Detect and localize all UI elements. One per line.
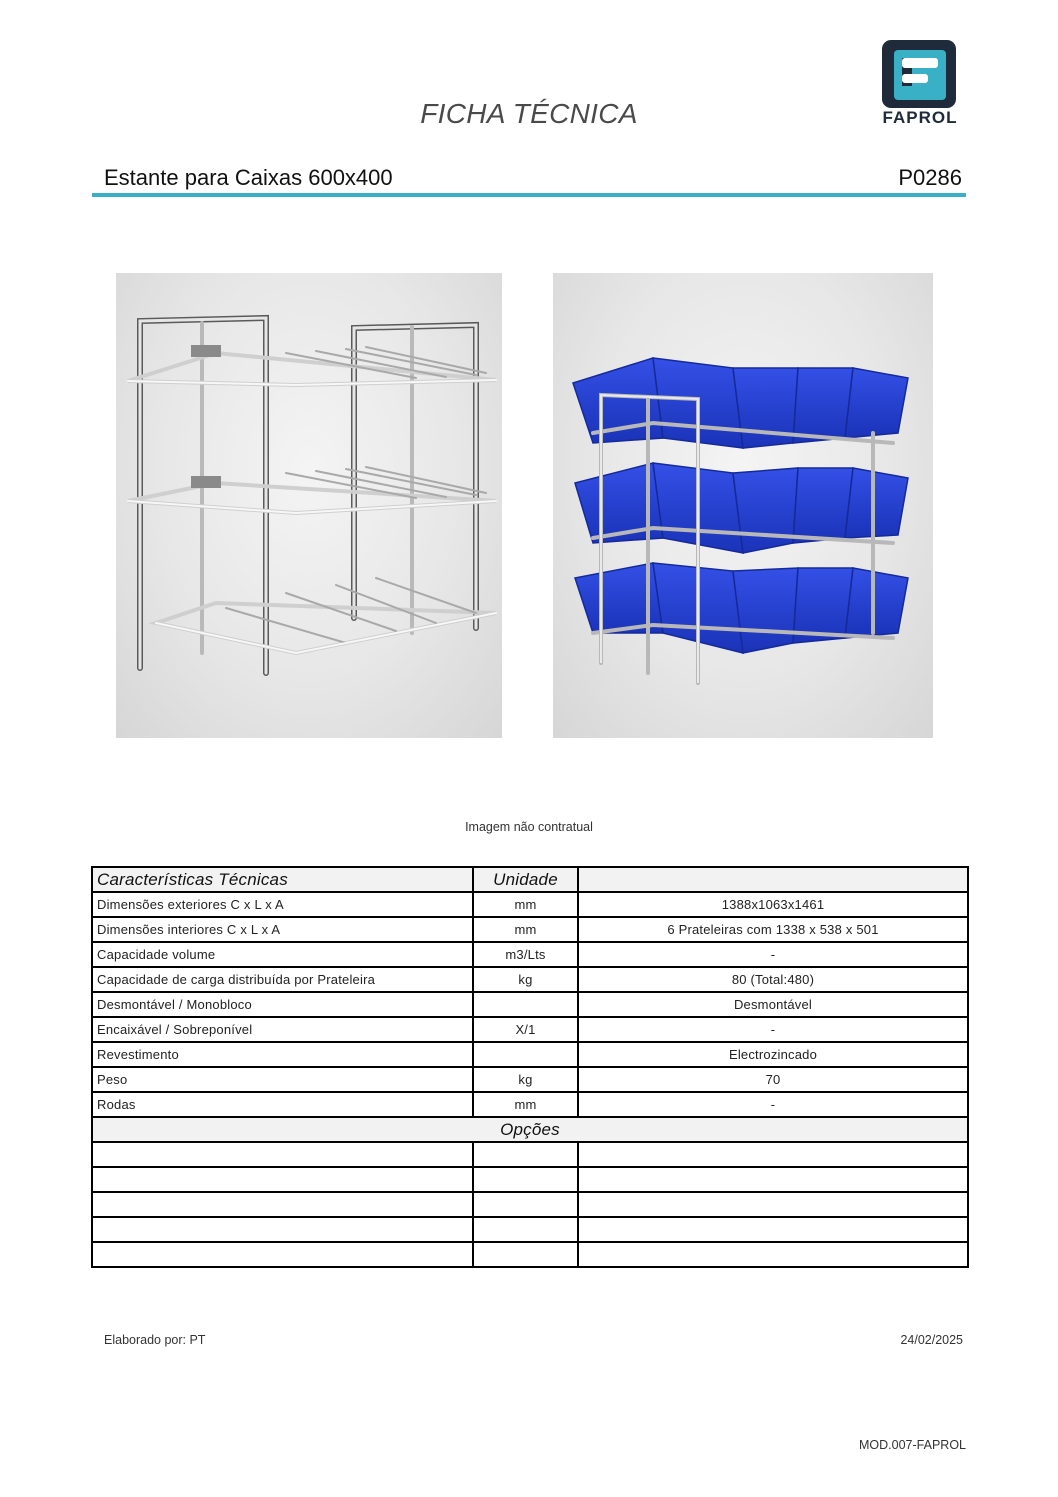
row-label: Encaixável / Sobreponível — [92, 1017, 473, 1042]
row-unit: kg — [473, 967, 578, 992]
document-date: 24/02/2025 — [900, 1333, 963, 1347]
row-unit: mm — [473, 892, 578, 917]
title-divider — [92, 193, 966, 197]
header-characteristics: Características Técnicas — [92, 867, 473, 892]
row-value: 80 (Total:480) — [578, 967, 968, 992]
row-unit: X/1 — [473, 1017, 578, 1042]
document-title: FICHA TÉCNICA — [420, 98, 638, 129]
row-value: Electrozincado — [578, 1042, 968, 1067]
product-image-rack-with-bins — [553, 273, 933, 738]
empty-option-row — [92, 1217, 968, 1242]
row-label: Revestimento — [92, 1042, 473, 1067]
row-value: - — [578, 942, 968, 967]
product-code: P0286 — [898, 165, 962, 190]
header-value — [578, 867, 968, 892]
prepared-by: Elaborado por: PT — [104, 1333, 206, 1347]
row-value: 1388x1063x1461 — [578, 892, 968, 917]
table-row — [92, 917, 968, 942]
row-unit — [473, 1042, 578, 1067]
row-unit — [473, 992, 578, 1017]
row-value: Desmontável — [578, 992, 968, 1017]
image-caption: Imagem não contratual — [465, 820, 593, 834]
table-row — [92, 1042, 968, 1067]
options-title: Opções — [92, 1117, 968, 1142]
row-unit: mm — [473, 917, 578, 942]
product-name: Estante para Caixas 600x400 — [104, 165, 393, 190]
row-unit: mm — [473, 1092, 578, 1117]
row-unit: m3/Lts — [473, 942, 578, 967]
table-row — [92, 992, 968, 1017]
logo-wordmark: FAPROL — [882, 108, 958, 127]
technical-specs-table — [91, 866, 969, 1268]
row-label: Peso — [92, 1067, 473, 1092]
table-row — [92, 942, 968, 967]
row-label: Rodas — [92, 1092, 473, 1117]
document-code: MOD.007-FAPROL — [859, 1438, 966, 1452]
header-unit: Unidade — [473, 867, 578, 892]
table-row — [92, 967, 968, 992]
table-row — [92, 1067, 968, 1092]
empty-option-row — [92, 1142, 968, 1167]
table-header-row — [92, 867, 968, 892]
table-row — [92, 1092, 968, 1117]
row-label: Capacidade de carga distribuída por Prateleira — [92, 967, 473, 992]
row-value: 70 — [578, 1067, 968, 1092]
row-label: Desmontável / Monobloco — [92, 992, 473, 1017]
table-row — [92, 892, 968, 917]
row-label: Capacidade volume — [92, 942, 473, 967]
options-section-row — [92, 1117, 968, 1142]
row-label: Dimensões exteriores C x L x A — [92, 892, 473, 917]
row-value: - — [578, 1092, 968, 1117]
empty-option-row — [92, 1192, 968, 1217]
table-row — [92, 1017, 968, 1042]
empty-option-row — [92, 1167, 968, 1192]
row-value: - — [578, 1017, 968, 1042]
product-image-empty-rack — [116, 273, 502, 738]
row-unit: kg — [473, 1067, 578, 1092]
row-label: Dimensões interiores C x L x A — [92, 917, 473, 942]
row-value: 6 Prateleiras com 1338 x 538 x 501 — [578, 917, 968, 942]
empty-option-row — [92, 1242, 968, 1267]
